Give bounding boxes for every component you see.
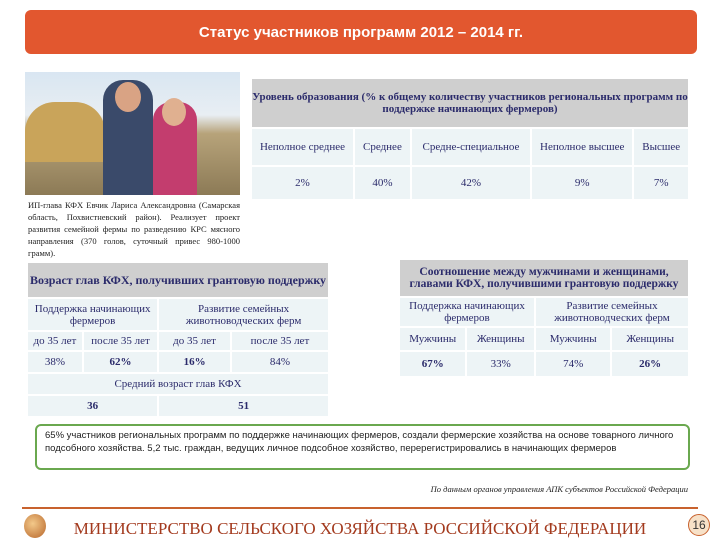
- education-value: 7%: [633, 166, 689, 200]
- age-group: Поддержка начинающих фермеров: [27, 298, 158, 331]
- education-value: 40%: [354, 166, 411, 200]
- age-group: Развитие семейных животноводческих ферм: [158, 298, 329, 331]
- data-source: По данным органов управления АПК субъектов Российской Федерации: [430, 484, 688, 494]
- education-col: Неполное высшее: [531, 128, 633, 166]
- age-value: 62%: [83, 351, 158, 373]
- summary-note: 65% участников региональных программ по поддержке начинающих фермеров, создали фермерские хозяйства на основе товарного личного подсобного хозяйства. 5,2 тыс. граждан, ведущих личное подсобное хозяйство, перерегистрировались в начинающих фермеров: [35, 424, 690, 470]
- avg-age-value: 51: [158, 395, 329, 417]
- education-header: Уровень образования (% к общему количеству участников региональных программ по поддержке начинающих фермеров): [251, 78, 689, 128]
- gender-group: Поддержка начинающих фермеров: [399, 297, 535, 327]
- education-value: 9%: [531, 166, 633, 200]
- gender-table: [398, 258, 690, 378]
- page-number: 16: [688, 514, 710, 536]
- avg-age-value: 36: [27, 395, 158, 417]
- age-value: 38%: [27, 351, 83, 373]
- age-header: Возраст глав КФХ, получивших грантовую поддержку: [27, 262, 329, 298]
- gender-value: 26%: [611, 351, 689, 377]
- age-subcol: до 35 лет: [27, 331, 83, 351]
- education-value: 2%: [251, 166, 354, 200]
- age-value: 84%: [231, 351, 329, 373]
- gender-subcol: Мужчины: [535, 327, 611, 351]
- gender-group: Развитие семейных животноводческих ферм: [535, 297, 689, 327]
- ministry-name: МИНИСТЕРСТВО СЕЛЬСКОГО ХОЗЯЙСТВА РОССИЙСКОЙ ФЕДЕРАЦИИ: [73, 519, 647, 538]
- education-col: Высшее: [633, 128, 689, 166]
- gender-value: 33%: [466, 351, 535, 377]
- education-col: Средне-специальное: [411, 128, 531, 166]
- slide-title: Статус участников программ 2012 – 2014 гг.: [25, 10, 697, 54]
- gender-value: 67%: [399, 351, 466, 377]
- age-subcol: после 35 лет: [83, 331, 158, 351]
- avg-age-label: Средний возраст глав КФХ: [27, 373, 329, 395]
- footer-divider: [22, 507, 698, 509]
- education-col: Среднее: [354, 128, 411, 166]
- age-value: 16%: [158, 351, 231, 373]
- age-subcol: после 35 лет: [231, 331, 329, 351]
- gender-subcol: Женщины: [466, 327, 535, 351]
- education-table: [250, 77, 690, 201]
- gender-subcol: Женщины: [611, 327, 689, 351]
- gender-value: 74%: [535, 351, 611, 377]
- education-col: Неполное среднее: [251, 128, 354, 166]
- farmers-photo: [25, 72, 240, 195]
- age-table: [26, 261, 330, 418]
- age-subcol: до 35 лет: [158, 331, 231, 351]
- education-value: 42%: [411, 166, 531, 200]
- gender-header: Соотношение между мужчинами и женщинами, главами КФХ, получившими грантовую поддержку: [399, 259, 689, 297]
- photo-caption: ИП-глава КФХ Евчик Лариса Александровна (Самарская область, Похвистневский район). Реализует проект развития семейной фермы по разведению КРС мясного направления (370 голов, суточный привес 980-1000 грамм).: [28, 200, 240, 258]
- gender-subcol: Мужчины: [399, 327, 466, 351]
